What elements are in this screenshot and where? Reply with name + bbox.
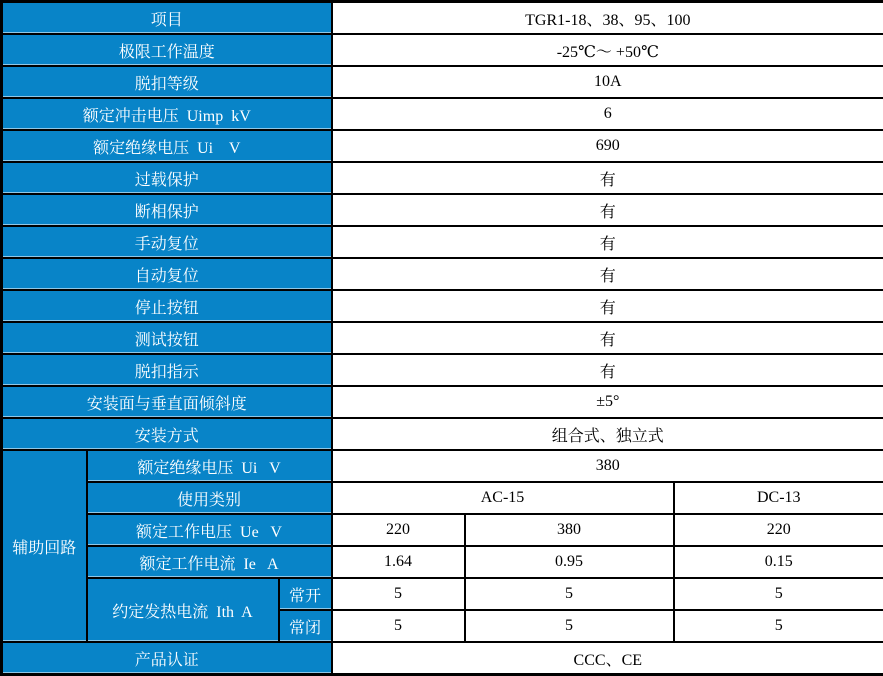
aux-thermal-nc-value-1: 5 — [332, 610, 465, 642]
spec-label-trip-class: 脱扣等级 — [2, 66, 332, 98]
aux-group-label: 辅助回路 — [2, 450, 87, 642]
spec-label-mounting-type: 安装方式 — [2, 418, 332, 450]
aux-current-value-1: 1.64 — [332, 546, 465, 578]
aux-insulation-label: 额定绝缘电压 Ui V — [87, 450, 332, 482]
spec-label-test-button: 测试按钮 — [2, 322, 332, 354]
aux-category-label: 使用类别 — [87, 482, 332, 514]
spec-label-mounting-incline: 安装面与垂直面倾斜度 — [2, 386, 332, 418]
aux-current-value-2: 0.95 — [465, 546, 674, 578]
aux-voltage-value-3: 220 — [674, 514, 883, 546]
spec-row-mounting-incline — [2, 386, 883, 418]
aux-thermal-nc-label: 常闭 — [279, 610, 332, 642]
aux-thermal-no-value-1: 5 — [332, 578, 465, 610]
aux-voltage-value-1: 220 — [332, 514, 465, 546]
spec-value-impulse-voltage: 6 — [332, 98, 883, 130]
aux-row-thermal-no — [2, 578, 883, 610]
aux-row-working-voltage — [2, 514, 883, 546]
spec-row-mounting-type — [2, 418, 883, 450]
spec-label-phase-failure-protection: 断相保护 — [2, 194, 332, 226]
spec-row-phase-failure-protection — [2, 194, 883, 226]
aux-row-working-current — [2, 546, 883, 578]
spec-row-manual-reset — [2, 226, 883, 258]
spec-label-stop-button: 停止按钮 — [2, 290, 332, 322]
spec-value-insulation-voltage: 690 — [332, 130, 883, 162]
spec-value-item: TGR1-18、38、95、100 — [332, 2, 883, 35]
spec-value-stop-button: 有 — [332, 290, 883, 322]
spec-row-stop-button — [2, 290, 883, 322]
spec-row-trip-class — [2, 66, 883, 98]
spec-value-test-button: 有 — [332, 322, 883, 354]
spec-row-test-button — [2, 322, 883, 354]
spec-row-certification — [2, 642, 883, 675]
aux-row-category — [2, 482, 883, 514]
spec-label-item: 项目 — [2, 2, 332, 35]
aux-thermal-no-label: 常开 — [279, 578, 332, 610]
aux-row-insulation — [2, 450, 883, 482]
spec-label-temperature: 极限工作温度 — [2, 34, 332, 66]
spec-value-auto-reset: 有 — [332, 258, 883, 290]
certification-value: CCC、CE — [332, 642, 883, 675]
aux-voltage-value-2: 380 — [465, 514, 674, 546]
aux-thermal-nc-value-2: 5 — [465, 610, 674, 642]
aux-voltage-label: 额定工作电压 Ue V — [87, 514, 332, 546]
spec-row-insulation-voltage — [2, 130, 883, 162]
aux-thermal-no-value-3: 5 — [674, 578, 883, 610]
spec-label-trip-indication: 脱扣指示 — [2, 354, 332, 386]
spec-row-auto-reset — [2, 258, 883, 290]
spec-value-trip-class: 10A — [332, 66, 883, 98]
aux-current-value-3: 0.15 — [674, 546, 883, 578]
aux-thermal-nc-value-3: 5 — [674, 610, 883, 642]
certification-label: 产品认证 — [2, 642, 332, 675]
spec-row-item — [2, 2, 883, 35]
spec-row-overload-protection — [2, 162, 883, 194]
spec-value-mounting-type: 组合式、独立式 — [332, 418, 883, 450]
spec-label-overload-protection: 过载保护 — [2, 162, 332, 194]
spec-label-manual-reset: 手动复位 — [2, 226, 332, 258]
spec-value-phase-failure-protection: 有 — [332, 194, 883, 226]
spec-value-mounting-incline: ±5° — [332, 386, 883, 418]
spec-value-manual-reset: 有 — [332, 226, 883, 258]
spec-value-trip-indication: 有 — [332, 354, 883, 386]
aux-thermal-label: 约定发热电流 Ith A — [87, 578, 279, 642]
spec-value-temperature: -25℃～ +50℃ — [332, 34, 883, 66]
spec-label-auto-reset: 自动复位 — [2, 258, 332, 290]
spec-row-impulse-voltage — [2, 98, 883, 130]
aux-category-ac-value: AC-15 — [332, 482, 674, 514]
aux-current-label: 额定工作电流 Ie A — [87, 546, 332, 578]
spec-value-overload-protection: 有 — [332, 162, 883, 194]
aux-thermal-no-value-2: 5 — [465, 578, 674, 610]
spec-label-insulation-voltage: 额定绝缘电压 Ui V — [2, 130, 332, 162]
spec-row-temperature — [2, 34, 883, 66]
spec-label-impulse-voltage: 额定冲击电压 Uimp kV — [2, 98, 332, 130]
aux-insulation-value: 380 — [332, 450, 883, 482]
spec-row-trip-indication — [2, 354, 883, 386]
aux-category-dc-value: DC-13 — [674, 482, 883, 514]
